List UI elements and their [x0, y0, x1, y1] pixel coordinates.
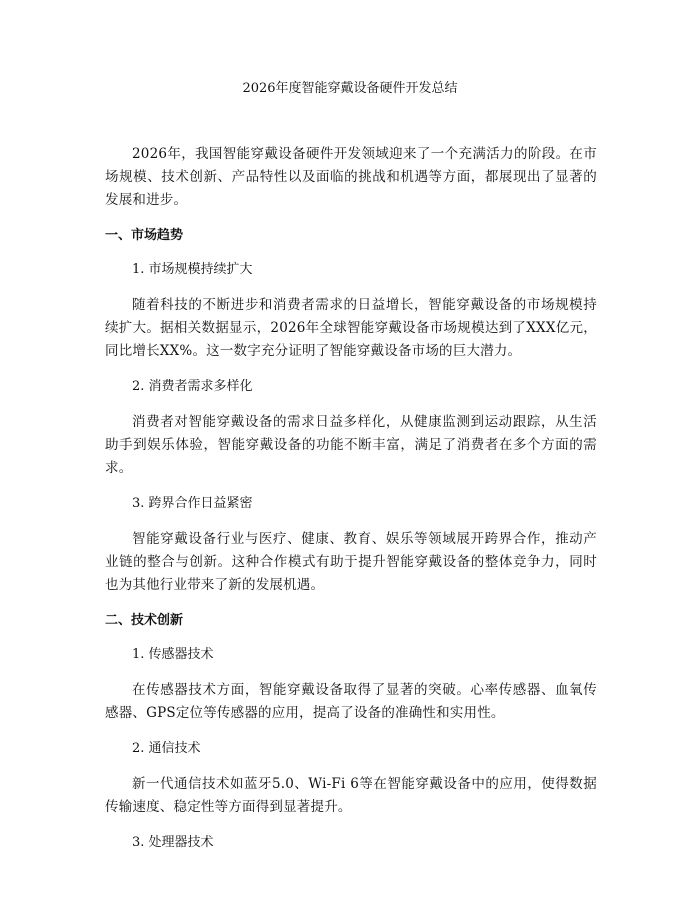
paragraph-consumer-demand: 消费者对智能穿戴设备的需求日益多样化，从健康监测到运动跟踪，从生活助手到娱乐体验，智能穿戴设备的功能不断丰富，满足了消费者在多个方面的需求。 [105, 414, 597, 476]
paragraph-sensor-tech: 在传感器技术方面，智能穿戴设备取得了显著的突破。心率传感器、血氧传感器、GPS定位等传感器的应用，提高了设备的准确性和实用性。 [105, 682, 597, 721]
paragraph-cross-industry: 智能穿戴设备行业与医疗、健康、教育、娱乐等领域展开跨界合作，推动产业链的整合与创新。这种合作模式有助于提升智能穿戴设备的整体竞争力，同时也为其他行业带来了新的发展机遇。 [105, 531, 597, 593]
section-heading-tech-innovation: 二、技术创新 [105, 613, 184, 628]
document-body [105, 143, 597, 867]
paragraph-market-scale: 随着科技的不断进步和消费者需求的日益增长，智能穿戴设备的市场规模持续扩大。据相关数据显示，2026年全球智能穿戴设备市场规模达到了XXX亿元，同比增长XX%。这一数字充分证明了智能穿戴设备市场的巨大潜力。 [105, 297, 597, 359]
intro-paragraph: 2026年，我国智能穿戴设备硬件开发领域迎来了一个充满活力的阶段。在市场规模、技术创新、产品特性以及面临的挑战和机遇等方面，都展现出了显著的发展和进步。 [105, 146, 597, 208]
subsection-heading-communication-tech: 2. 通信技术 [132, 741, 201, 756]
subsection-heading-sensor-tech: 1. 传感器技术 [132, 647, 214, 662]
paragraph-communication-tech: 新一代通信技术如蓝牙5.0、Wi-Fi 6等在智能穿戴设备中的应用，使得数据传输速度、稳定性等方面得到显著提升。 [105, 776, 597, 815]
subsection-heading-market-scale: 1. 市场规模持续扩大 [132, 262, 253, 277]
section-heading-market-trends: 一、市场趋势 [105, 228, 184, 243]
subsection-heading-processor-tech: 3. 处理器技术 [132, 835, 214, 850]
subsection-heading-cross-industry: 3. 跨界合作日益紧密 [132, 496, 253, 511]
subsection-heading-consumer-demand: 2. 消费者需求多样化 [132, 379, 253, 394]
document-title: 2026年度智能穿戴设备硬件开发总结 [242, 81, 458, 96]
